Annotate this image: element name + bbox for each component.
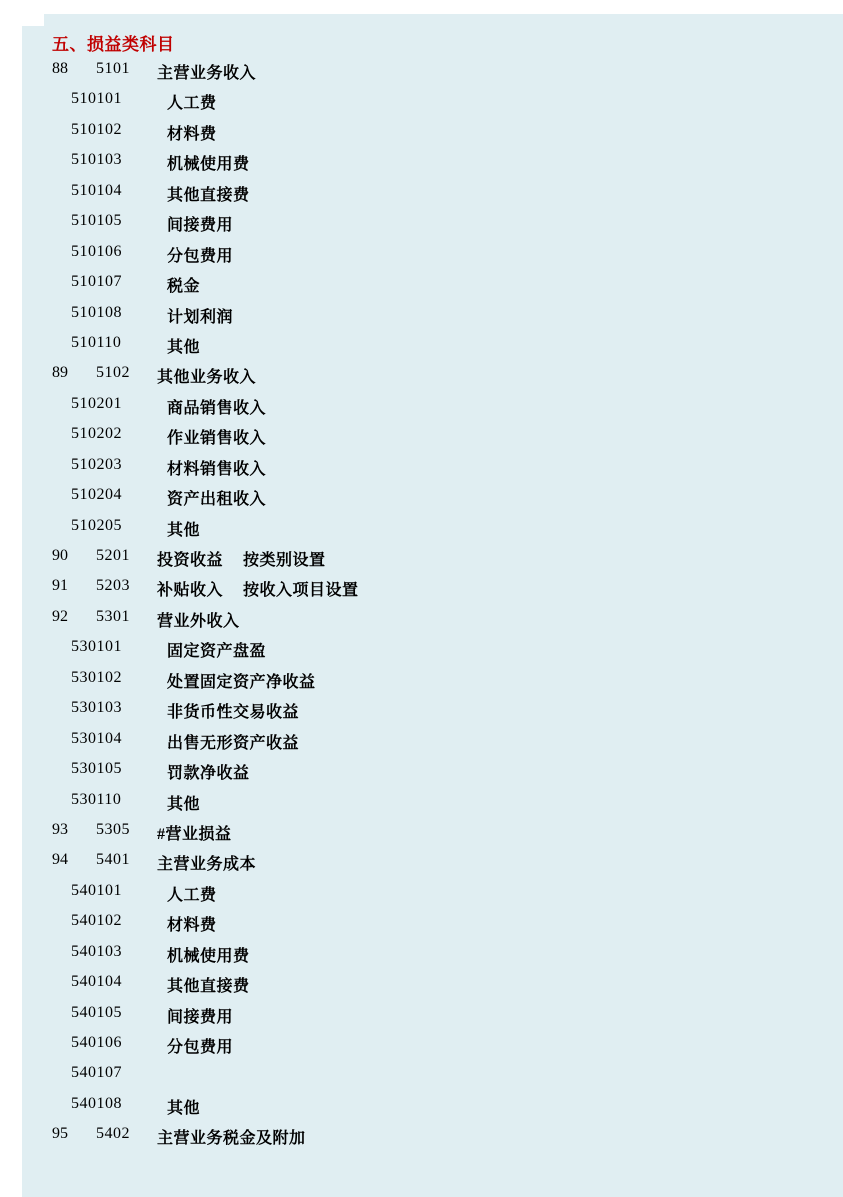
account-row — [0, 121, 821, 151]
account-row — [0, 699, 821, 729]
account-code: 5402 — [96, 1125, 130, 1143]
account-code: 510108 — [71, 303, 122, 321]
account-code: 5305 — [96, 820, 130, 838]
account-name: 间接费用 — [167, 1008, 234, 1026]
account-name: 其他 — [167, 338, 201, 356]
account-code: 540105 — [71, 1003, 122, 1021]
account-name: 其他 — [167, 1099, 201, 1117]
account-sequence: 89 — [52, 364, 68, 382]
account-name: 主营业务税金及附加 — [157, 1130, 306, 1148]
account-row — [0, 182, 821, 212]
account-sequence: 95 — [52, 1125, 68, 1143]
account-name: 其他直接费 — [167, 186, 250, 204]
account-row — [0, 60, 821, 90]
account-row — [0, 547, 821, 577]
account-name: 商品销售收入 — [167, 399, 267, 417]
account-row — [0, 151, 821, 181]
account-name: 材料费 — [167, 917, 217, 935]
account-name: 人工费 — [167, 886, 217, 904]
account-name: 投资收益 — [157, 552, 224, 569]
account-code: 540106 — [71, 1034, 122, 1051]
account-row — [0, 760, 821, 790]
account-name: 其他直接费 — [167, 978, 250, 996]
account-name: 补贴收入 — [157, 582, 224, 600]
account-name: 分包费用 — [167, 1039, 234, 1056]
account-row — [0, 304, 821, 334]
account-row — [0, 577, 821, 607]
account-name: 处置固定资产净收益 — [167, 673, 316, 691]
section-title: 五、损益类科目 — [52, 35, 175, 54]
account-sequence: 91 — [52, 577, 68, 595]
account-code: 510101 — [71, 90, 122, 108]
account-code: 540102 — [71, 912, 122, 930]
account-name: 作业销售收入 — [167, 430, 267, 448]
account-name: 非货币性交易收益 — [167, 704, 300, 722]
account-row — [0, 912, 821, 942]
account-name: 人工费 — [167, 95, 217, 113]
account-row — [0, 730, 821, 760]
account-sequence: 88 — [52, 60, 68, 77]
account-code: 510107 — [71, 273, 122, 291]
account-code: 510106 — [71, 242, 122, 260]
account-row — [0, 364, 821, 394]
account-code: 530102 — [71, 668, 122, 686]
account-code: 540101 — [71, 881, 122, 899]
account-code: 530104 — [71, 729, 122, 747]
account-name: 罚款净收益 — [167, 765, 250, 783]
account-row — [0, 882, 821, 912]
account-code: 5102 — [96, 364, 130, 382]
account-name: 出售无形资产收益 — [167, 734, 300, 752]
account-name: 计划利润 — [167, 308, 234, 326]
account-row — [0, 1034, 821, 1064]
account-note: 按收入项目设置 — [243, 582, 359, 600]
account-code: 510103 — [71, 151, 122, 169]
account-row — [0, 517, 821, 547]
account-name: 材料费 — [167, 125, 217, 143]
account-row — [0, 1064, 821, 1094]
account-code: 540103 — [71, 942, 122, 960]
account-code: 5401 — [96, 851, 130, 869]
account-code: 5301 — [96, 607, 130, 625]
account-name: 材料销售收入 — [167, 460, 267, 478]
account-row — [0, 851, 821, 881]
account-code: 510104 — [71, 181, 122, 199]
top-margin — [0, 0, 843, 14]
account-code: 510205 — [71, 516, 122, 534]
account-name: 税金 — [167, 278, 201, 296]
account-code: 530103 — [71, 699, 122, 717]
account-name: 机械使用费 — [167, 156, 250, 174]
account-list — [0, 60, 821, 1156]
account-name: 机械使用费 — [167, 947, 250, 965]
account-code: 5203 — [96, 577, 130, 595]
account-row — [0, 973, 821, 1003]
account-name: #营业损益 — [157, 825, 232, 843]
account-row — [0, 638, 821, 668]
account-row — [0, 1004, 821, 1034]
account-row — [0, 669, 821, 699]
account-name: 其他业务收入 — [157, 369, 257, 387]
account-name: 分包费用 — [167, 247, 234, 265]
account-code: 5101 — [96, 60, 130, 77]
account-row — [0, 943, 821, 973]
account-row — [0, 212, 821, 242]
account-sequence: 90 — [52, 547, 68, 564]
account-row — [0, 791, 821, 821]
account-row — [0, 243, 821, 273]
account-name: 其他 — [167, 795, 201, 813]
account-code: 510201 — [71, 394, 122, 412]
account-name: 营业外收入 — [157, 612, 240, 630]
account-name: 资产出租收入 — [167, 491, 267, 509]
account-row — [0, 273, 821, 303]
account-sequence: 92 — [52, 607, 68, 625]
account-code: 510102 — [71, 120, 122, 138]
account-note: 按类别设置 — [243, 552, 326, 569]
account-row — [0, 90, 821, 120]
account-sequence: 94 — [52, 851, 68, 869]
account-row — [0, 486, 821, 516]
account-code: 510110 — [71, 333, 122, 351]
account-row — [0, 821, 821, 851]
account-row — [0, 425, 821, 455]
account-name: 主营业务收入 — [157, 65, 257, 82]
account-code: 540107 — [71, 1064, 122, 1082]
account-name: 固定资产盘盈 — [167, 643, 267, 661]
account-name: 主营业务成本 — [157, 856, 257, 874]
account-code: 510203 — [71, 455, 122, 473]
account-name: 间接费用 — [167, 217, 234, 235]
account-row — [0, 1125, 821, 1155]
account-code: 510202 — [71, 425, 122, 443]
page-corner-notch — [22, 14, 44, 26]
account-row — [0, 1095, 821, 1125]
account-row — [0, 456, 821, 486]
account-row — [0, 608, 821, 638]
account-code: 540104 — [71, 973, 122, 991]
account-code: 510105 — [71, 212, 122, 230]
account-code: 510204 — [71, 486, 122, 504]
account-name: 其他 — [167, 521, 201, 539]
account-row — [0, 395, 821, 425]
account-sequence: 93 — [52, 820, 68, 838]
account-code: 540108 — [71, 1094, 122, 1112]
account-code: 5201 — [96, 547, 130, 564]
account-code: 530110 — [71, 790, 122, 808]
account-row — [0, 334, 821, 364]
account-code: 530105 — [71, 760, 122, 778]
account-code: 530101 — [71, 638, 122, 656]
